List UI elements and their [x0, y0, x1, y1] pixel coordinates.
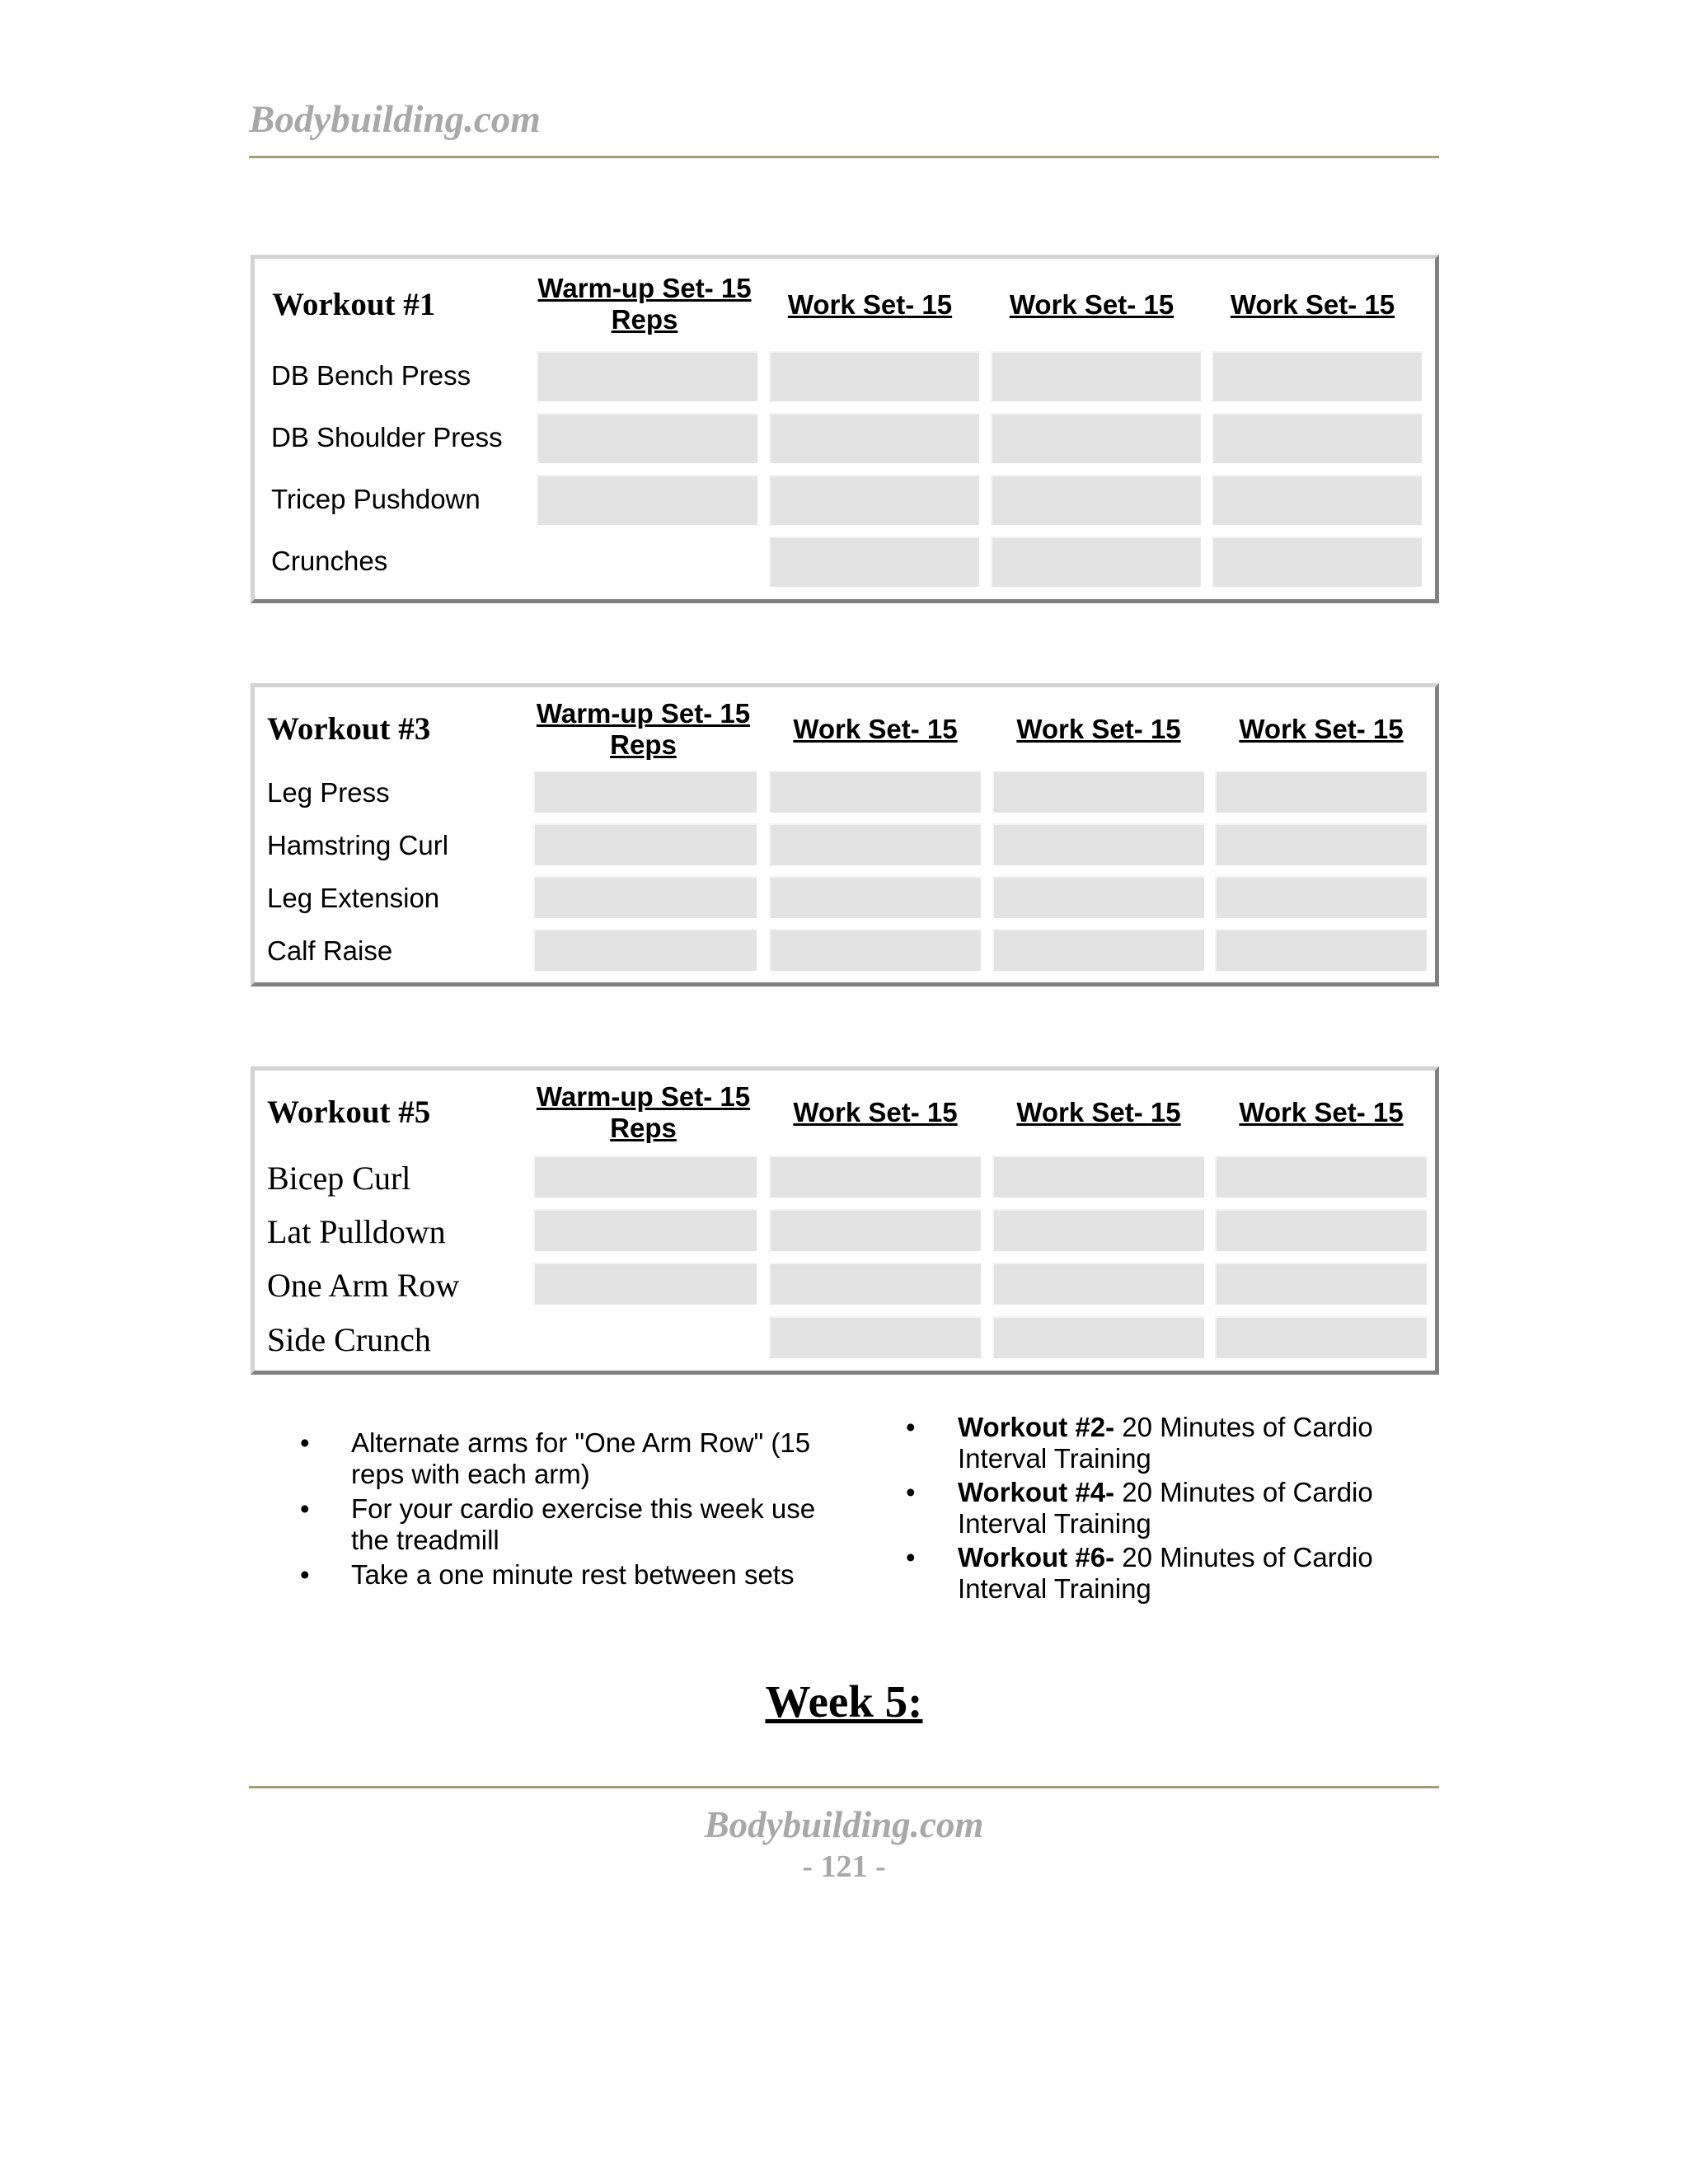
note-item	[906, 1542, 1433, 1605]
entry-cell[interactable]	[769, 823, 982, 867]
entry-cell[interactable]	[991, 475, 1203, 527]
entry-cell[interactable]	[533, 1263, 758, 1306]
entry-cell[interactable]	[769, 1155, 982, 1199]
note-text: Alternate arms for "One Arm Row" (15 reps with each arm)	[351, 1427, 811, 1489]
entry-cell[interactable]	[1212, 537, 1423, 588]
footer-divider	[249, 1786, 1439, 1788]
column-header-warmup	[531, 1081, 756, 1144]
note-text	[958, 1412, 1433, 1474]
workout-5-table	[251, 1066, 1439, 1375]
column-header-work-set-2: Work Set- 15	[1016, 1097, 1181, 1127]
entry-cell[interactable]	[1215, 876, 1428, 920]
bullet-icon: •	[906, 1412, 916, 1442]
note-text: For your cardio exercise this week use the treadmill	[351, 1493, 816, 1555]
column-header-work-set-2: Work Set- 15	[1016, 714, 1181, 744]
entry-cell[interactable]	[1215, 823, 1428, 867]
week-title: Week 5:	[765, 1676, 923, 1727]
entry-cell[interactable]	[992, 1263, 1206, 1306]
entry-cell[interactable]	[1215, 1316, 1428, 1360]
entry-cell[interactable]	[769, 1209, 982, 1253]
note-text	[958, 1542, 1433, 1605]
entry-cell[interactable]	[769, 1316, 982, 1360]
entry-cell[interactable]	[537, 351, 759, 403]
entry-cell[interactable]	[533, 771, 758, 814]
entry-cell[interactable]	[769, 1263, 982, 1306]
exercise-label: Lat Pulldown	[267, 1213, 446, 1250]
entry-cell[interactable]	[533, 823, 758, 867]
entry-cell[interactable]	[992, 771, 1206, 814]
entry-cell[interactable]	[1212, 413, 1423, 465]
workout-title: Workout #3	[267, 711, 431, 747]
column-header-work-set-3: Work Set- 15	[1239, 1097, 1404, 1127]
note-text	[958, 1477, 1433, 1540]
bullet-icon: •	[300, 1427, 310, 1458]
note-item	[300, 1493, 844, 1559]
workout-title: Workout #5	[267, 1094, 431, 1130]
column-header-warmup-label: Warm-up Set- 15 Reps	[536, 1081, 751, 1143]
entry-cell[interactable]	[769, 771, 982, 814]
footer-brand: Bodybuilding.com	[704, 1804, 984, 1845]
note-rest: 20 Minutes of Cardio Interval Training	[958, 1477, 1373, 1539]
column-header-warmup	[531, 698, 756, 761]
workout-title: Workout #1	[272, 287, 436, 322]
entry-cell[interactable]	[1215, 1155, 1428, 1199]
entry-cell[interactable]	[1215, 771, 1428, 814]
exercise-label: Leg Press	[267, 777, 390, 808]
note-item	[906, 1412, 1433, 1477]
exercise-label: Calf Raise	[267, 935, 393, 966]
column-header-work-set-1: Work Set- 15	[793, 714, 958, 744]
entry-cell[interactable]	[992, 1316, 1206, 1360]
entry-cell[interactable]	[1215, 1263, 1428, 1306]
note-bold: Workout #4-	[958, 1477, 1115, 1507]
entry-cell[interactable]	[769, 475, 981, 527]
entry-cell[interactable]	[769, 929, 982, 972]
bullet-icon: •	[300, 1493, 310, 1524]
entry-cell[interactable]	[1215, 1209, 1428, 1253]
exercise-label: Bicep Curl	[267, 1160, 411, 1197]
entry-cell[interactable]	[992, 876, 1206, 920]
entry-cell[interactable]	[769, 876, 982, 920]
note-bold: Workout #2-	[958, 1412, 1115, 1442]
entry-cell[interactable]	[769, 537, 981, 588]
header-brand: Bodybuilding.com	[249, 98, 541, 141]
column-header-warmup-label: Warm-up Set- 15 Reps	[537, 273, 752, 335]
note-rest: 20 Minutes of Cardio Interval Training	[958, 1412, 1373, 1474]
workout-3-table	[251, 683, 1439, 987]
bullet-icon: •	[906, 1542, 916, 1572]
entry-cell[interactable]	[537, 413, 759, 465]
exercise-label: Hamstring Curl	[267, 830, 449, 860]
bullet-icon: •	[906, 1477, 916, 1507]
entry-cell[interactable]	[533, 1209, 758, 1253]
entry-cell[interactable]	[769, 351, 981, 403]
entry-cell[interactable]	[992, 1209, 1206, 1253]
entry-cell[interactable]	[769, 413, 981, 465]
column-header-work-set-1: Work Set- 15	[793, 1097, 958, 1127]
column-header-work-set-3: Work Set- 15	[1230, 289, 1395, 320]
entry-cell[interactable]	[992, 1155, 1206, 1199]
note-text: Take a one minute rest between sets	[351, 1559, 795, 1590]
exercise-label: One Arm Row	[267, 1267, 460, 1304]
entry-cell[interactable]	[992, 823, 1206, 867]
page-number: - 121 -	[802, 1849, 886, 1884]
notes-right	[906, 1412, 1433, 1605]
workout-1-table	[251, 255, 1439, 603]
entry-cell[interactable]	[1212, 475, 1423, 527]
entry-cell[interactable]	[991, 351, 1203, 403]
entry-cell[interactable]	[992, 929, 1206, 972]
exercise-label: Leg Extension	[267, 883, 440, 913]
column-header-warmup-label: Warm-up Set- 15 Reps	[536, 698, 751, 760]
note-item	[300, 1559, 844, 1591]
column-header-work-set-2: Work Set- 15	[1009, 289, 1175, 320]
entry-cell[interactable]	[537, 475, 759, 527]
column-header-warmup	[534, 273, 755, 335]
note-rest: 20 Minutes of Cardio Interval Training	[958, 1542, 1373, 1604]
column-header-work-set-3: Work Set- 15	[1239, 714, 1404, 744]
note-bold: Workout #6-	[958, 1542, 1115, 1572]
entry-cell[interactable]	[1212, 351, 1423, 403]
exercise-label: Tricep Pushdown	[271, 484, 481, 514]
entry-cell[interactable]	[533, 1155, 758, 1199]
entry-cell[interactable]	[991, 413, 1203, 465]
entry-cell[interactable]	[991, 537, 1203, 588]
notes-left	[300, 1427, 844, 1591]
entry-cell[interactable]	[533, 876, 758, 920]
exercise-label: DB Shoulder Press	[271, 422, 503, 452]
note-item	[906, 1477, 1433, 1542]
entry-cell[interactable]	[1215, 929, 1428, 972]
exercise-label: DB Bench Press	[271, 360, 471, 391]
exercise-label: Crunches	[271, 546, 388, 576]
entry-cell[interactable]	[533, 929, 758, 972]
exercise-label: Side Crunch	[267, 1321, 431, 1358]
header-divider	[249, 156, 1439, 158]
bullet-icon: •	[300, 1559, 310, 1590]
column-header-work-set-1: Work Set- 15	[787, 289, 953, 320]
note-item	[300, 1427, 844, 1493]
